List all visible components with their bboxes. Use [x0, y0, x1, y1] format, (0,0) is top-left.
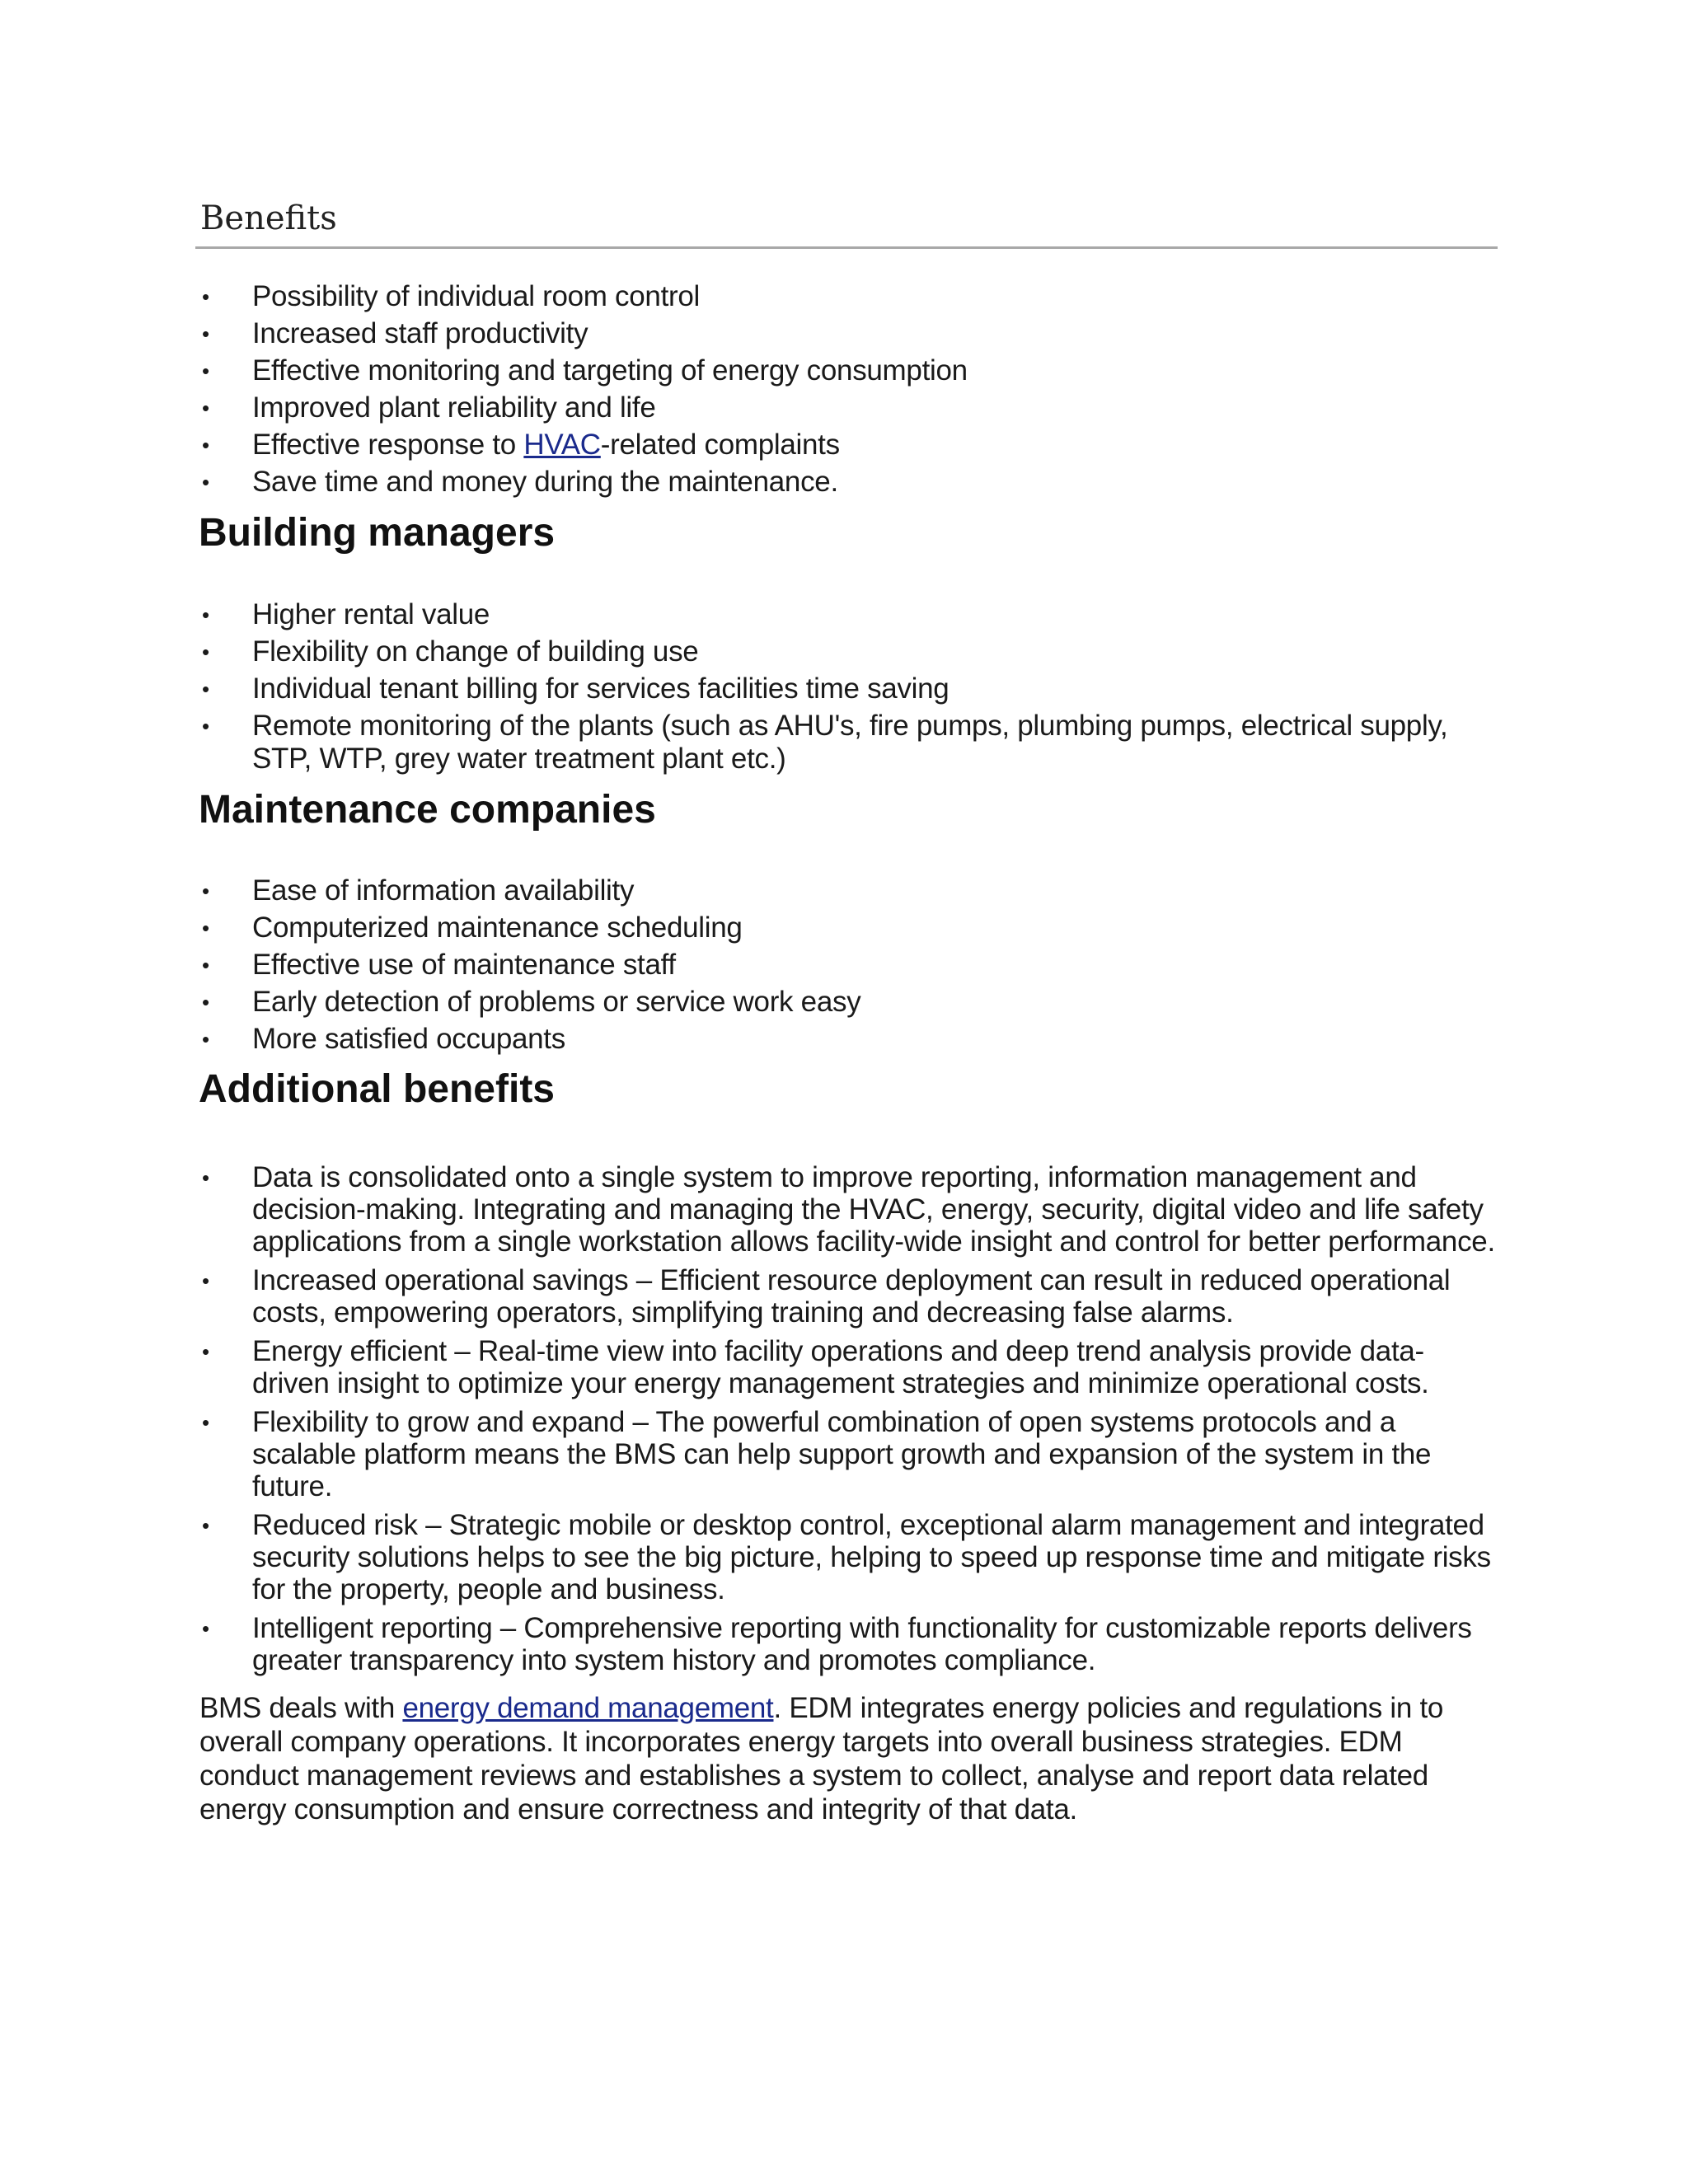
list-item: • More satisfied occupants: [202, 1023, 565, 1055]
bullet-icon: •: [202, 1027, 209, 1052]
bullet-icon: •: [202, 470, 209, 494]
list-item: • Energy efficient – Real-time view into facility operations and deep trend analysis provide data-driven insight to optimize your energy management strategies and minimize operational costs.: [202, 1335, 1429, 1399]
closing-paragraph: BMS deals with energy demand management. EDM integrates energy policies and regulations in to overall company operations. It incorporates energy targets into overall business strategies. EDM conduct management reviews and establishes a system to collect, analyse and report data related energy consumption and ensure correctness and integrity of that data.: [199, 1692, 1444, 1825]
bullet-icon: •: [202, 1513, 209, 1538]
bullet-icon: •: [202, 640, 209, 664]
bullet-icon: •: [202, 990, 209, 1015]
bullet-icon: •: [202, 714, 209, 738]
list-item: • Increased staff productivity: [202, 317, 588, 349]
bullet-icon: •: [202, 284, 209, 309]
list-item: • Reduced risk – Strategic mobile or desktop control, exceptional alarm management and integrated security solutions helps to see the big picture, helping to speed up response time and mitigate risks for the property, people and business.: [202, 1509, 1491, 1605]
list-item: • Effective response to HVAC-related complaints: [202, 429, 840, 461]
list-item: • Remote monitoring of the plants (such as AHU's, fire pumps, plumbing pumps, electrical supply, STP, WTP, grey water treatment plant etc.): [202, 710, 1448, 775]
bullet-icon: •: [202, 359, 209, 383]
bullet-icon: •: [202, 433, 209, 457]
list-item: • Effective monitoring and targeting of energy consumption: [202, 354, 968, 387]
bullet-icon: •: [202, 916, 209, 940]
benefits-list: [199, 280, 1498, 503]
hvac-link[interactable]: HVAC: [523, 429, 601, 461]
bullet-icon: •: [202, 602, 209, 627]
list-item: • Ease of information availability: [202, 874, 635, 907]
list-item: • Effective use of maintenance staff: [202, 949, 676, 981]
bullet-icon: •: [202, 1339, 209, 1364]
building-managers-list: [199, 598, 1498, 776]
list-item: • Individual tenant billing for services facilities time saving: [202, 673, 950, 705]
list-item: • Computerized maintenance scheduling: [202, 912, 743, 944]
list-item: • Possibility of individual room control: [202, 280, 701, 312]
bullet-icon: •: [202, 321, 209, 346]
list-item: • Data is consolidated onto a single system to improve reporting, information management and decision-making. Integrating and managing the HVAC, energy, security, digital video and life safety applications from a single workstation allows facility-wide insight and control for better performance.: [202, 1161, 1495, 1258]
list-item: • Higher rental value: [202, 598, 490, 630]
title-divider: [195, 246, 1498, 249]
bullet-icon: •: [202, 396, 209, 420]
bullet-icon: •: [202, 1616, 209, 1641]
list-item: • Flexibility to grow and expand – The powerful combination of open systems protocols and a scalable platform means the BMS can help support growth and expansion of the system in the future.: [202, 1406, 1432, 1502]
list-item: • Improved plant reliability and life: [202, 391, 656, 424]
list-item: • Save time and money during the maintenance.: [202, 466, 838, 498]
bullet-icon: •: [202, 1268, 209, 1293]
list-item: • Intelligent reporting – Comprehensive reporting with functionality for customizable reports delivers greater transparency into system history and promotes compliance.: [202, 1612, 1472, 1676]
list-item: • Flexibility on change of building use: [202, 635, 699, 668]
energy-demand-management-link[interactable]: energy demand management: [402, 1692, 774, 1724]
list-item: • Early detection of problems or service work easy: [202, 986, 861, 1018]
building-managers-heading: Building managers: [199, 511, 556, 555]
maintenance-companies-heading: Maintenance companies: [199, 788, 656, 832]
list-item: • Increased operational savings – Efficient resource deployment can result in reduced operational costs, empowering operators, simplifying training and decreasing false alarms.: [202, 1264, 1451, 1329]
maintenance-companies-list: [199, 874, 1498, 1060]
additional-benefits-heading: Additional benefits: [199, 1067, 555, 1111]
benefits-title: Benefits: [200, 199, 337, 237]
bullet-icon: •: [202, 1165, 209, 1190]
bullet-icon: •: [202, 677, 209, 701]
bullet-icon: •: [202, 953, 209, 977]
bullet-icon: •: [202, 879, 209, 903]
bullet-icon: •: [202, 1410, 209, 1435]
document-page: [199, 185, 1498, 1855]
additional-benefits-list: [199, 1161, 1498, 1676]
